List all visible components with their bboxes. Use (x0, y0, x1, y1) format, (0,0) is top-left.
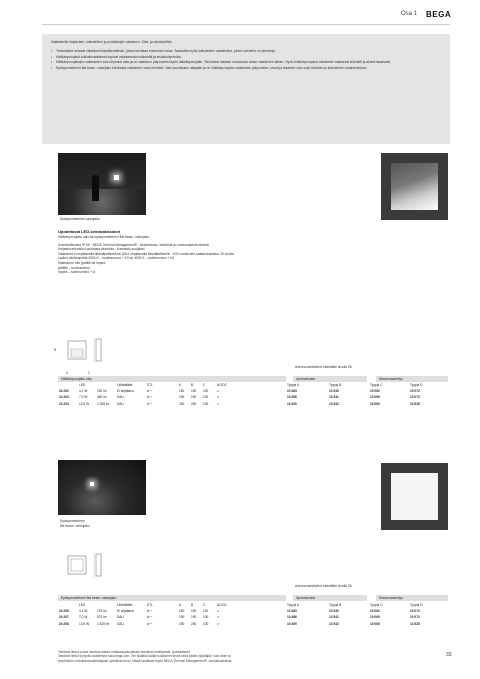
product1-scene-photo (58, 153, 146, 215)
product2-photo-caption: Epäsymmetrinen (60, 519, 85, 523)
dim-a-label: A (66, 371, 69, 375)
product2-dimension-drawing (60, 548, 114, 582)
col-header: LED (79, 383, 86, 388)
desc-line: Valaisimet ei ohjattavalla liitäntälaitteella tai DALI-ohjattavalla liitäntälaitteella · LED-moduulien saatavuustakuu 20 vuotta (58, 251, 234, 256)
intro-paragraph: Valaisimelle käytäväen, kulkuteiden ja portaikkojen valaisuun. Sisä- ja ulkokäyttöön. (51, 40, 173, 44)
product1-description (58, 235, 318, 275)
table-row: 24 206 4,1 W 275 lm Ei ohjattava A⁺⁺ 150 150 100 ✔ 10 483 13 540 10 062 10 072 (59, 609, 420, 614)
intro-bullet: • Hälikäsyvuojattujen valaisimien valo ohjautuu alas ja on valaisuun yläpuolella löysin hälikäsyvuojattu. Tehokkaat valaisut muodostuu aivan valaisimen alleen. Hyvin hälikäsyvuojatut valaisimet valaisevat kulkuteit ja alueet tasaisesti. (51, 60, 440, 65)
intro-bullet: • Yleisvalaise antavat valaisimet käyttökohteisiin, joissa tarvitaan enemmän valoa. Saatavilla myös kulkuteiden valaisimina, joiden valoteho on pienempi. (51, 49, 440, 54)
col-header: Tyyppi D (410, 603, 423, 608)
product2-image (381, 463, 448, 530)
footer-line: Tarkkeat tiedot löytyvät osoitteesta www.bega.com. Tee sisältöä kaikki valaisimet tiedot sekä kaiken käyttäjän, valo dnen ja (58, 654, 231, 659)
table-row: 24 203 7,0 W 450 lm DALI A⁺⁺ 190 190 100 ✔ 10 486 13 541 10 069 10 073 (59, 395, 420, 400)
col-header: Tyyppi D (410, 383, 423, 388)
col-header: B (191, 603, 194, 608)
intro-bullet: • Epäsymmetrinen flat beam -valonjako kohdistaa valaisimen valon leveälle. Valo suuntautuu alaspäin ja on hälikäsyvuojattu valaisimen yläpuolelta. Leveä ja tasainen valo sopii alueiden ja kulkuteiden valaisemiseen. (51, 66, 440, 71)
product2-spec-table (58, 602, 449, 627)
product2-band-upotus: Upotuskotelo (293, 595, 367, 601)
col-header: A (179, 603, 182, 608)
col-header: AC/DC (217, 603, 227, 608)
col-header: LED (79, 603, 86, 608)
product1-band-mounting: Mounusaskehys (376, 376, 448, 382)
section-label: Osa 1 (401, 11, 418, 17)
desc-line: hopea – tuotenumero + A (58, 270, 96, 275)
col-header: Tyyppi A (287, 603, 300, 608)
intro-bullet: • Hälikäsyvuojatut kulkutievalaisimet sopivat valaisemaan kulkuteitä ja sisäänkäynteiksi. (51, 55, 440, 60)
col-header: C (203, 383, 206, 388)
product2-scene-photo (58, 460, 146, 515)
product1-mounting-note: Asennustarvikehot esitellään sivulla 26 (295, 365, 352, 369)
desc-line: Ladien värilämpötila 3000 K – tuotenumero + K3 tai 4000 K – tuotenumero + K4 (58, 256, 175, 261)
product1-band-main: Hälikäsyvuojattu valo (58, 376, 286, 382)
intro-box (42, 34, 450, 144)
product1-dimension-drawing (60, 333, 114, 369)
dim-b-label: B (54, 348, 57, 352)
col-header: A (179, 383, 182, 388)
col-header: C (203, 603, 206, 608)
table-row: 24 208 13,5 W 1 625 lm DALI A⁺⁺ 250 250 100 ✔ 10 490 13 542 10 060 13 528 (59, 621, 420, 626)
col-header: Tyyppi C (370, 383, 383, 388)
desc-line: Valaisimen väri grafiitti tai hopea (58, 260, 106, 265)
col-header: ETL (147, 383, 153, 388)
table-row: 24 204 13,5 W 1 055 lm DALI A⁺⁺ 250 250 100 ✔ 10 490 13 542 10 060 13 528 (59, 401, 420, 406)
col-header: AC/DC (217, 383, 227, 388)
table-row: 24 207 7,0 W 575 lm DALI A⁺⁺ 190 190 100 ✔ 10 486 13 541 10 069 10 073 (59, 615, 420, 620)
col-header: Liitäntäätie (117, 603, 133, 608)
product1-spec-table (58, 382, 449, 407)
footer-note (58, 650, 418, 663)
col-header: Tyyppi B (329, 383, 342, 388)
col-header: Tyyppi A (287, 383, 300, 388)
product1-photo-caption: Epäsymmetrinen valonjako (60, 217, 100, 221)
product2-mounting-note: Asennustarvikehot esitellään sivulla 26 (295, 584, 352, 588)
footer-line: ympäristön ominaisuusvalmistajaan spesifiset arvot. Mikäli tarvittaan myös BEGA Thermal Management® -ominaisuuksista. (58, 658, 233, 663)
dim-c-label: C (88, 371, 91, 375)
col-header: B (191, 383, 194, 388)
product1-image (381, 153, 448, 220)
col-header: Liitäntäätie (117, 383, 133, 388)
desc-line: grafiitti – tuotenumero (58, 265, 90, 270)
product2-band-mounting: Mounusaskehys (376, 595, 448, 601)
table-row: 24 202 4,1 W 250 lm Ei ohjattava A⁺⁺ 150 150 100 ✔ 10 483 13 540 10 062 10 072 (59, 389, 420, 394)
intro-bullet-list (51, 49, 440, 71)
col-header: Tyyppi B (329, 603, 342, 608)
desc-line: Hälikäsyvuojattu valo tai epäsymmetrinen flat beam -valonjako (58, 235, 150, 239)
footer-line: Tarkkeat tiedot voivat muuttua kaiken mittaussopivuuksien tekniikan kehittyessä. Apertaasiset (58, 650, 190, 654)
product2-band-main: Epäsymmetrinen flat beam -valonjako (58, 595, 286, 601)
product2-photo-caption: flat beam -valonjako (60, 524, 90, 528)
product1-band-upotus: Upotuskotelo (293, 376, 367, 382)
desc-line: Kotelointiluokka IP 65 · BEGA Thermal Management® · Alumiinivalu, alumiinia ja ruostumatonta terästä (58, 242, 209, 247)
page-number: 33 (446, 652, 452, 658)
col-header: Tyyppi C (370, 603, 383, 608)
product1-title: Upotettavat LED-seinävalaisimet (58, 229, 121, 234)
brand-logo: BEGA (426, 10, 452, 19)
desc-line: Heijastin erikoisfuu puhdasta alumiinia · Karkaistu suojalasi (58, 247, 145, 252)
col-header: ETL (147, 603, 153, 608)
header-divider (42, 24, 450, 25)
